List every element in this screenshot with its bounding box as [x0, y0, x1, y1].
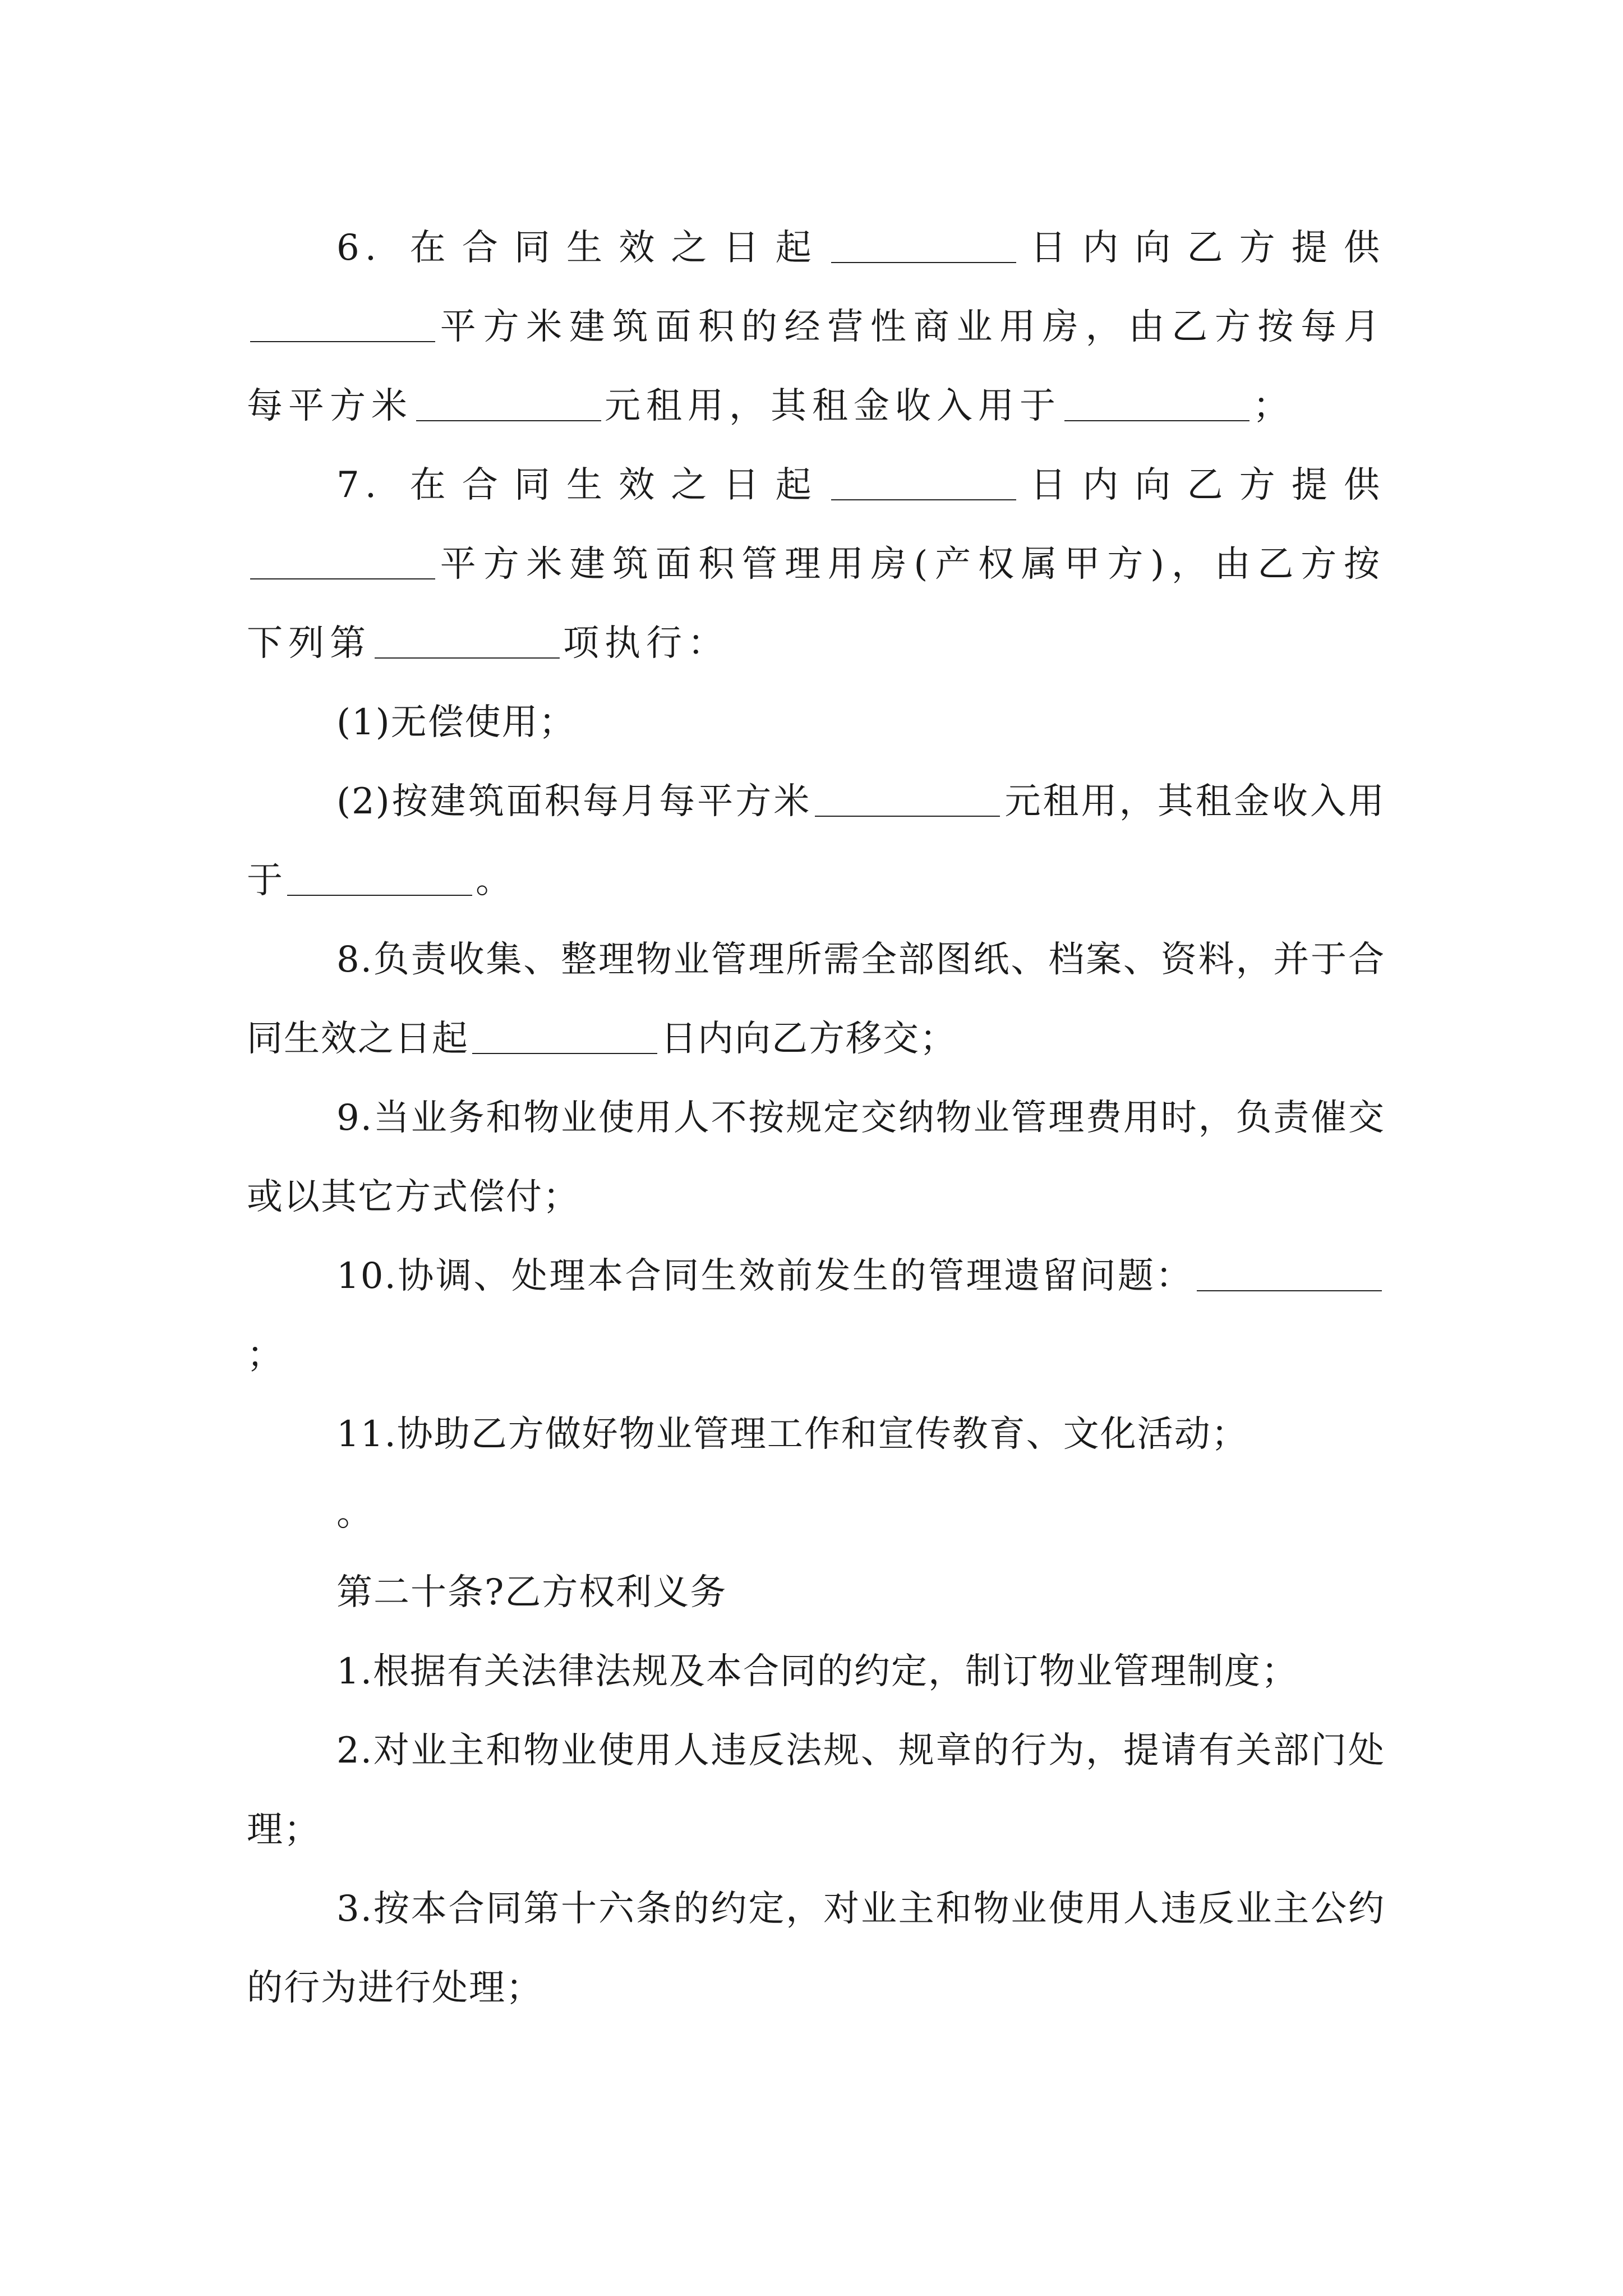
blank-field[interactable]	[831, 261, 1016, 263]
blank-field[interactable]	[250, 341, 435, 342]
clause-7-text-a: 7. 在合同生效之日起	[336, 464, 828, 506]
blank-field[interactable]	[250, 578, 435, 579]
clause-7-option-2-text-a: (2)按建筑面积每月每平方米	[336, 781, 812, 822]
clause-6-text-d: 元租用，其租金收入用于	[605, 385, 1061, 427]
clause-10-text-a: 10.协调、处理本合同生效前发生的管理遗留问题：	[336, 1255, 1193, 1297]
blank-field[interactable]	[287, 894, 472, 896]
clause-6-text-a: 6. 在合同生效之日起	[336, 227, 828, 269]
clause-8-text-a: 8.负责收集、整理物业管理所需全部图纸、档案、资料，并于合同生效之日起	[247, 939, 1385, 1060]
blank-field[interactable]	[375, 657, 560, 659]
clause-8	[247, 921, 1385, 1079]
clause-7-text-b: 日内向乙方提供	[1019, 464, 1386, 506]
clause-7-option-1: (1)无偿使用；	[336, 702, 576, 743]
article-20-heading: 第二十条?乙方权利义务	[336, 1572, 727, 1613]
clause-11-tail: 。	[336, 1493, 374, 1534]
right-3: 3.按本合同第十六条的约定，对业主和物业使用人违反业主公约的行为进行处理；	[247, 1888, 1385, 2009]
clause-7	[247, 446, 1385, 683]
clause-7-option-2-text-c: 。	[476, 860, 513, 901]
blank-field[interactable]	[1197, 1290, 1382, 1291]
clause-10	[247, 1237, 1385, 1395]
clause-7-option-2	[247, 762, 1385, 921]
blank-field[interactable]	[472, 1052, 657, 1054]
right-2: 2.对业主和物业使用人违反法规、规章的行为，提请有关部门处理；	[247, 1730, 1385, 1851]
clause-10-text-b: ；	[247, 1335, 284, 1376]
blank-field[interactable]	[815, 815, 1000, 817]
blank-field[interactable]	[831, 499, 1016, 500]
document-body	[247, 209, 1385, 2028]
clause-6	[247, 209, 1385, 446]
clause-6-text-b: 日内向乙方提供	[1019, 227, 1386, 269]
clause-11: 11.协助乙方做好物业管理工作和宣传教育、文化活动；	[336, 1414, 1248, 1455]
clause-7-option-2-text-b: 元租用，其租金收入用于	[247, 781, 1386, 901]
blank-field[interactable]	[1064, 420, 1249, 421]
clause-8-text-b: 日内向乙方移交；	[661, 1018, 957, 1060]
clause-6-text-c: 平方米建筑面积的经营性商业用房，由乙方按每月每平方米	[247, 306, 1385, 427]
blank-field[interactable]	[416, 420, 601, 421]
right-1: 1.根据有关法律法规及本合同的约定，制订物业管理制度；	[336, 1651, 1299, 1692]
clause-7-text-c: 平方米建筑面积管理用房(产权属甲方)，由乙方按下列第	[247, 544, 1385, 664]
clause-9: 9.当业务和物业使用人不按规定交纳物业管理费用时，负责催交或以其它方式偿付；	[247, 1097, 1385, 1218]
clause-7-text-d: 项执行：	[563, 623, 729, 664]
clause-6-text-e: ；	[1253, 385, 1294, 427]
